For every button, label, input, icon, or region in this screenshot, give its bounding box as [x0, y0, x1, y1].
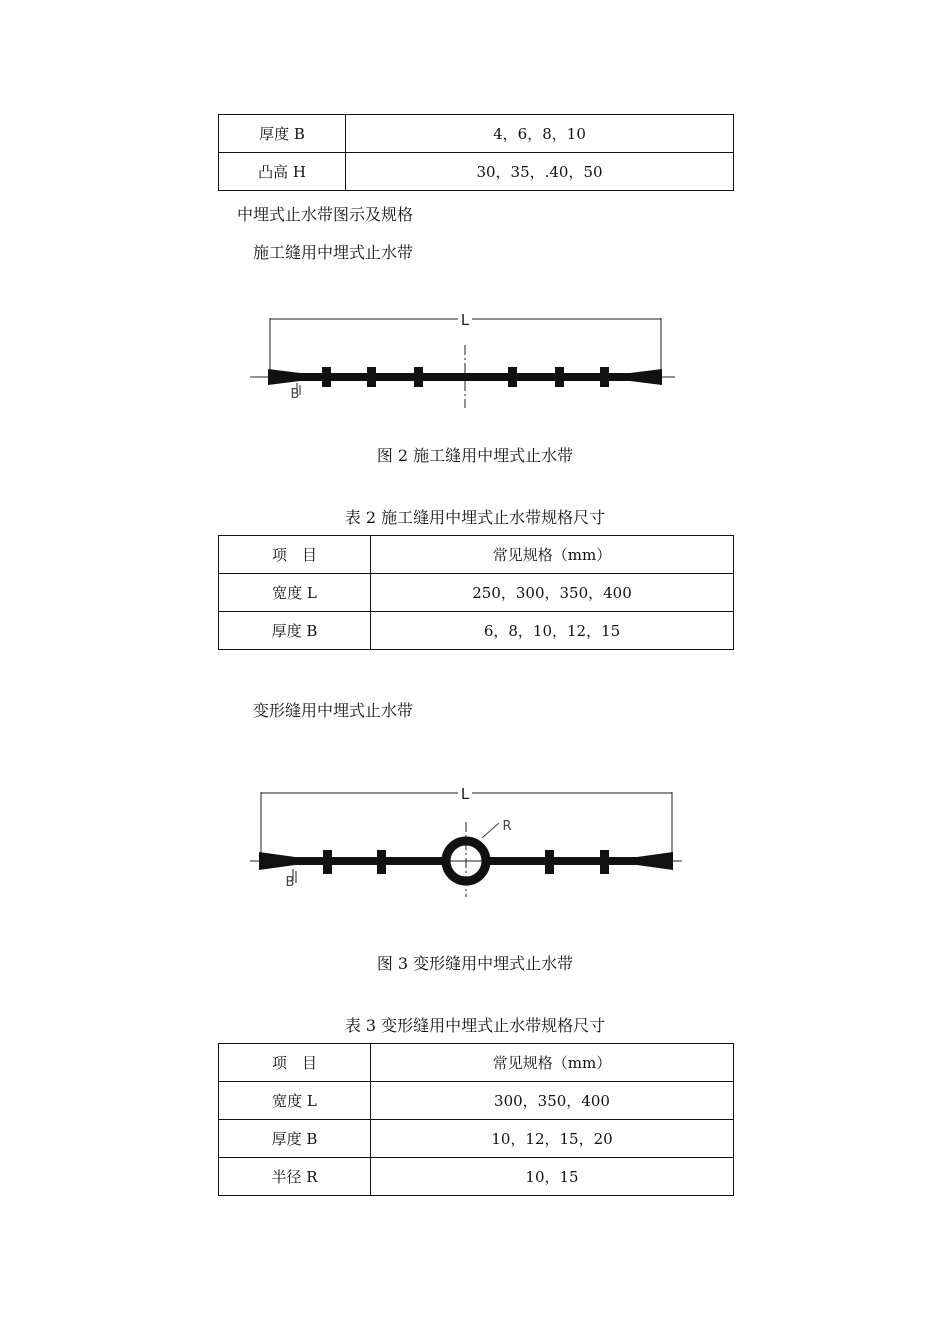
label-L: L: [460, 785, 470, 803]
table-header-spec: 常见规格（mm）: [371, 1044, 734, 1082]
table-cell-item: 厚度 B: [219, 612, 371, 650]
label-B: B: [285, 875, 295, 890]
table-cell-spec: 250，300，350，400: [371, 574, 734, 612]
table-cell-item: 宽度 L: [219, 1082, 371, 1120]
label-B: B: [290, 387, 300, 402]
table-cell-item: 厚度 B: [219, 1120, 371, 1158]
table-row: [219, 115, 734, 153]
table-cell-spec: 30，35，.40，50: [346, 153, 734, 191]
table-row: [219, 1082, 734, 1120]
radius-leader: [482, 823, 499, 838]
table-cell-item: 宽度 L: [219, 574, 371, 612]
table-cell-item: 厚度 B: [219, 115, 346, 153]
table-3-title: 表 3 变形缝用中埋式止水带规格尺寸: [344, 1016, 606, 1035]
table-header-item: 项 目: [219, 536, 371, 574]
table-header-item: 项 目: [219, 1044, 371, 1082]
figure-3-drawing: [0, 780, 950, 900]
section-heading: 中埋式止水带图示及规格: [237, 205, 414, 224]
table-cell-spec: 10，12，15，20: [371, 1120, 734, 1158]
table-cell-item: 凸高 H: [219, 153, 346, 191]
spec-table-3: [218, 1043, 734, 1196]
table-row: [219, 153, 734, 191]
figure-3-caption: 图 3 变形缝用中埋式止水带: [376, 954, 574, 973]
table-cell-spec: 6，8，10，12，15: [371, 612, 734, 650]
table-2-title: 表 2 施工缝用中埋式止水带规格尺寸: [344, 508, 606, 527]
table-header-row: [219, 536, 734, 574]
spec-table-2: [218, 535, 734, 650]
subheading-construction-joint: 施工缝用中埋式止水带: [253, 243, 414, 262]
table-row: [219, 612, 734, 650]
figure-2-drawing: [0, 300, 950, 420]
figure-2-caption: 图 2 施工缝用中埋式止水带: [376, 446, 574, 465]
table-cell-item: 半径 R: [219, 1158, 371, 1196]
table-row: [219, 574, 734, 612]
table-header-row: [219, 1044, 734, 1082]
table-header-spec: 常见规格（mm）: [371, 536, 734, 574]
label-R: R: [502, 819, 512, 834]
subheading-deformation-joint: 变形缝用中埋式止水带: [253, 701, 414, 720]
label-L: L: [460, 311, 470, 329]
table-cell-spec: 4，6，8，10: [346, 115, 734, 153]
table-row: [219, 1120, 734, 1158]
spec-table-1: [218, 114, 734, 191]
table-cell-spec: 10，15: [371, 1158, 734, 1196]
table-row: [219, 1158, 734, 1196]
table-cell-spec: 300，350，400: [371, 1082, 734, 1120]
